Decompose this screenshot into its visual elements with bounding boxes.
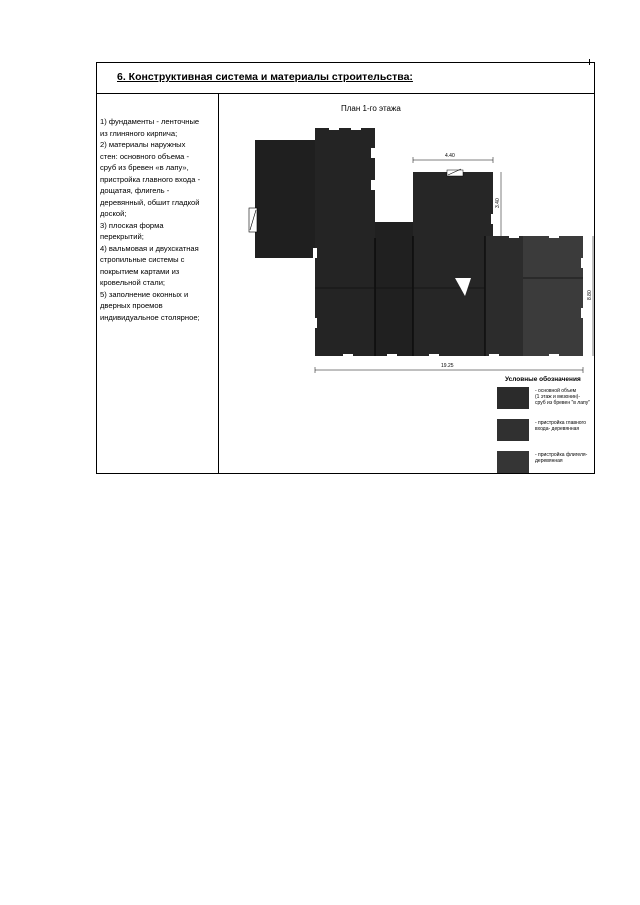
title-row bbox=[97, 63, 594, 94]
legend-swatch bbox=[497, 451, 529, 473]
legend-line: - пристройка главного bbox=[535, 420, 587, 426]
plan-title: План 1-го этажа bbox=[341, 104, 401, 113]
description-line: покрытием картами из bbox=[100, 266, 180, 276]
legend-line: (1 этаж и мезонин)- bbox=[535, 394, 580, 400]
window bbox=[351, 126, 361, 130]
window bbox=[313, 248, 317, 258]
description-line: доской; bbox=[100, 209, 127, 218]
dimension-top-label: 4.40 bbox=[445, 153, 455, 159]
legend-line: - пристройка флигеля- bbox=[535, 452, 588, 458]
legend-text bbox=[535, 388, 595, 406]
legend-line: деревянная bbox=[535, 458, 563, 464]
description-line: из глиняного кирпича; bbox=[100, 128, 178, 138]
window bbox=[329, 126, 339, 130]
window bbox=[429, 354, 439, 358]
legend-text bbox=[535, 420, 595, 432]
description-line: стропильные системы с bbox=[100, 255, 185, 264]
main-volume-center bbox=[375, 218, 413, 356]
legend-title: Условные обозначения bbox=[505, 376, 581, 383]
dimension-bottom-label: 19.25 bbox=[441, 363, 454, 369]
annex-left-block bbox=[255, 140, 317, 258]
description-line: 2) материалы наружных bbox=[100, 140, 186, 149]
description-line: стен: основного объема - bbox=[100, 151, 190, 161]
legend bbox=[497, 376, 592, 479]
construction-description bbox=[100, 116, 218, 323]
section-frame bbox=[96, 62, 595, 474]
description-line: дверных проемов bbox=[100, 301, 163, 310]
description-line: дощатая, флигель - bbox=[100, 186, 170, 195]
window bbox=[379, 218, 389, 222]
legend-swatch bbox=[497, 419, 529, 441]
entrance-annex-block bbox=[413, 172, 493, 356]
window bbox=[371, 148, 375, 158]
description-line: деревянный, обшит гладкой bbox=[100, 197, 200, 207]
description-line: 3) плоская форма bbox=[100, 220, 164, 230]
window bbox=[549, 354, 559, 358]
description-column bbox=[97, 94, 219, 474]
floor-plan bbox=[219, 118, 595, 380]
window bbox=[509, 234, 519, 238]
window bbox=[581, 258, 585, 268]
legend-item-main-volume bbox=[497, 387, 592, 415]
description-line: 5) заполнение оконных и bbox=[100, 289, 189, 299]
window bbox=[581, 308, 585, 318]
legend-line: сруб из бревен "в лапу" bbox=[535, 400, 590, 406]
window bbox=[549, 234, 559, 238]
section-title: 6. Конструктивная система и материалы строительства: bbox=[117, 71, 413, 83]
east-volume-hall bbox=[485, 236, 523, 356]
window bbox=[371, 180, 375, 190]
legend-item-flygel-annex bbox=[497, 451, 592, 479]
description-line: индивидуальное столярное; bbox=[100, 312, 200, 322]
legend-line: входа- деревянная bbox=[535, 426, 580, 432]
description-line: перекрытий; bbox=[100, 232, 144, 241]
entrance-door bbox=[447, 170, 463, 176]
legend-item-entrance-annex bbox=[497, 419, 592, 447]
dimension-small-label: 3.40 bbox=[495, 198, 501, 208]
legend-text bbox=[535, 452, 595, 464]
description-line: сруб из бревен «в лапу», bbox=[100, 163, 189, 172]
window bbox=[313, 318, 317, 328]
description-line: кровельной стали; bbox=[100, 278, 166, 287]
legend-line: - основной объем bbox=[535, 388, 577, 394]
description-line: 1) фундаменты - ленточные bbox=[100, 117, 200, 126]
legend-swatch bbox=[497, 387, 529, 409]
window bbox=[343, 354, 353, 358]
window bbox=[489, 354, 499, 358]
window bbox=[491, 214, 495, 224]
main-volume-west bbox=[315, 128, 375, 356]
dimension-right-label: 8.80 bbox=[587, 290, 593, 300]
description-line: 4) вальмовая и двухскатная bbox=[100, 243, 199, 253]
description-line: пристройка главного входа - bbox=[100, 174, 201, 184]
window bbox=[387, 354, 397, 358]
